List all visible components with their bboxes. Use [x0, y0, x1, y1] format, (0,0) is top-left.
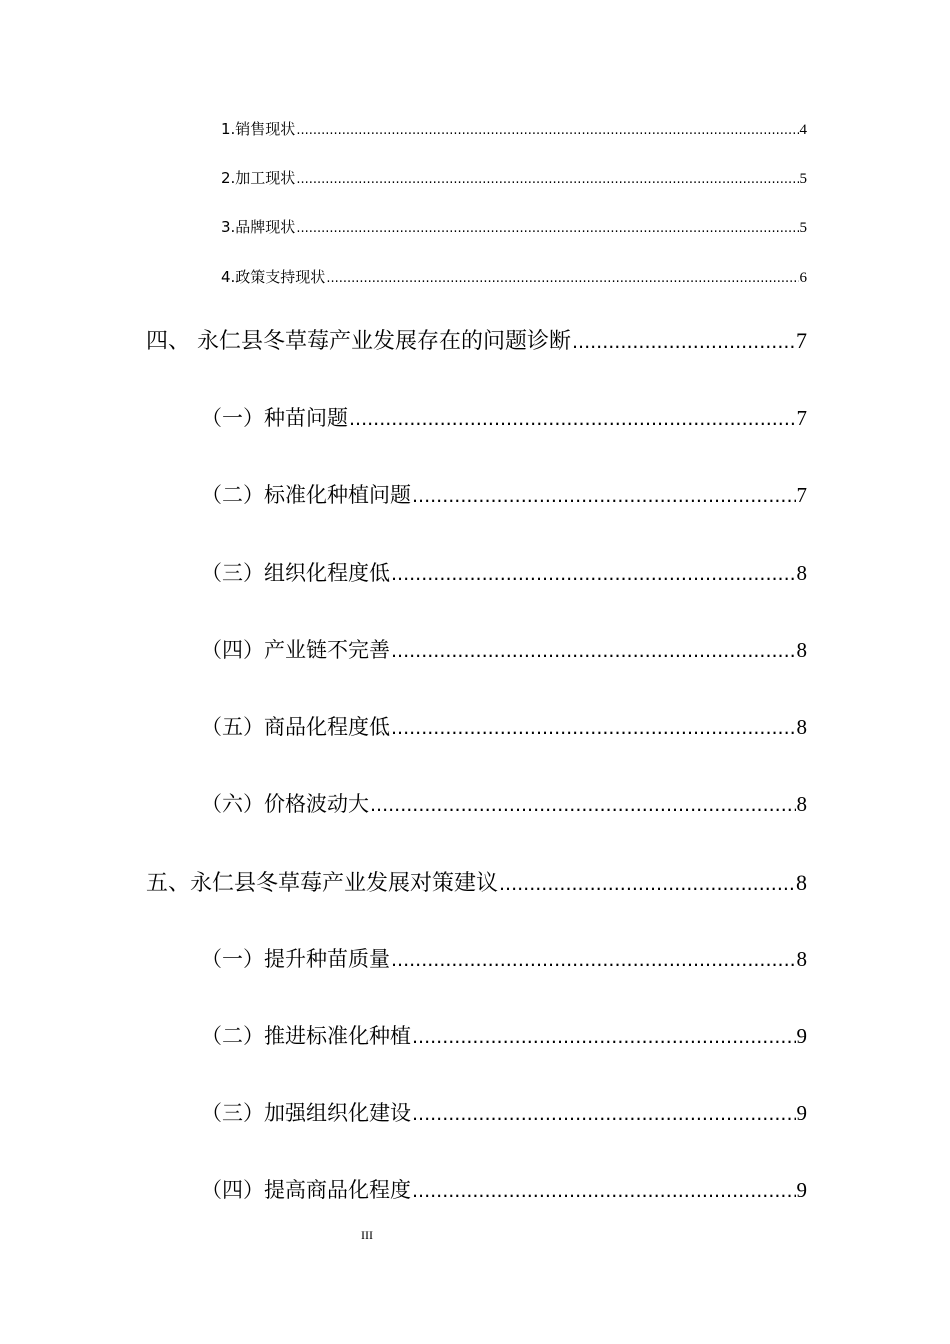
- toc-section-four[interactable]: [146, 324, 807, 355]
- toc-entry-label: （六）价格波动大: [201, 792, 369, 816]
- dot-leader: [349, 406, 796, 430]
- toc-entry-label: （五）商品化程度低: [201, 715, 390, 739]
- toc-entry-page: 8: [796, 947, 807, 971]
- dot-leader: [296, 218, 798, 236]
- dot-leader: [412, 1024, 796, 1048]
- toc-entry-brand-status[interactable]: [221, 216, 807, 237]
- dot-leader: [326, 268, 798, 286]
- toc-entry-label: （三）加强组织化建设: [201, 1101, 411, 1125]
- toc-entry-label: 五、永仁县冬草莓产业发展对策建议: [146, 871, 499, 896]
- toc-entry-label: 4.政策支持现状: [221, 268, 326, 286]
- toc-entry-label: 四、 永仁县冬草莓产业发展存在的问题诊断: [146, 329, 571, 354]
- toc-entry-label: （二）推进标准化种植: [201, 1024, 411, 1048]
- dot-leader: [391, 561, 796, 585]
- toc-entry-page: 6: [799, 270, 807, 286]
- toc-entry-standardized-planting-problem[interactable]: [201, 479, 807, 509]
- toc-entry-strengthen-organization[interactable]: [201, 1097, 807, 1127]
- toc-entry-page: 4: [799, 122, 807, 138]
- toc-entry-page: 9: [796, 1178, 807, 1202]
- toc-entry-seedling-problem[interactable]: [201, 402, 807, 432]
- toc-entry-improve-seedling-quality[interactable]: [201, 943, 807, 973]
- toc-entry-improve-commercialization[interactable]: [201, 1174, 807, 1204]
- dot-leader: [296, 169, 798, 187]
- toc-entry-page: 8: [796, 715, 807, 739]
- toc-section-five[interactable]: [146, 866, 807, 897]
- toc-entry-page: 8: [796, 870, 807, 895]
- toc-entry-label: （一）种苗问题: [201, 406, 348, 430]
- dot-leader: [391, 638, 796, 662]
- toc-entry-page: 9: [796, 1024, 807, 1048]
- toc-entry-label: 2.加工现状: [221, 169, 296, 187]
- dot-leader: [572, 329, 795, 354]
- toc-entry-label: （三）组织化程度低: [201, 561, 390, 585]
- toc-entry-price-fluctuation[interactable]: [201, 788, 807, 818]
- toc-entry-policy-status[interactable]: [221, 266, 807, 287]
- page-number: III: [361, 1228, 373, 1242]
- toc-entry-page: 8: [796, 792, 807, 816]
- dot-leader: [296, 120, 798, 138]
- dot-leader: [370, 792, 796, 816]
- toc-entry-low-commercialization[interactable]: [201, 711, 807, 741]
- dot-leader: [412, 483, 796, 507]
- toc-entry-page: 7: [796, 406, 807, 430]
- toc-entry-sales-status[interactable]: [221, 118, 807, 139]
- dot-leader: [391, 947, 796, 971]
- toc-entry-label: （一）提升种苗质量: [201, 947, 390, 971]
- toc-entry-page: 5: [799, 220, 807, 236]
- toc-entry-processing-status[interactable]: [221, 167, 807, 188]
- toc-entry-label: （四）提高商品化程度: [201, 1178, 411, 1202]
- toc-entry-low-organization[interactable]: [201, 557, 807, 587]
- dot-leader: [391, 715, 796, 739]
- toc-entry-page: 7: [796, 328, 807, 353]
- toc-entry-page: 8: [796, 561, 807, 585]
- toc-entry-label: 3.品牌现状: [221, 218, 296, 236]
- toc-entry-incomplete-industry-chain[interactable]: [201, 634, 807, 664]
- toc-entry-label: （四）产业链不完善: [201, 638, 390, 662]
- toc-entry-page: 7: [796, 483, 807, 507]
- toc-entry-label: 1.销售现状: [221, 120, 296, 138]
- dot-leader: [412, 1101, 796, 1125]
- toc-entry-page: 8: [796, 638, 807, 662]
- toc-entry-page: 5: [799, 171, 807, 187]
- toc-entry-page: 9: [796, 1101, 807, 1125]
- toc-entry-promote-standardized-planting[interactable]: [201, 1020, 807, 1050]
- toc-entry-label: （二）标准化种植问题: [201, 483, 411, 507]
- dot-leader: [499, 871, 795, 896]
- dot-leader: [412, 1178, 796, 1202]
